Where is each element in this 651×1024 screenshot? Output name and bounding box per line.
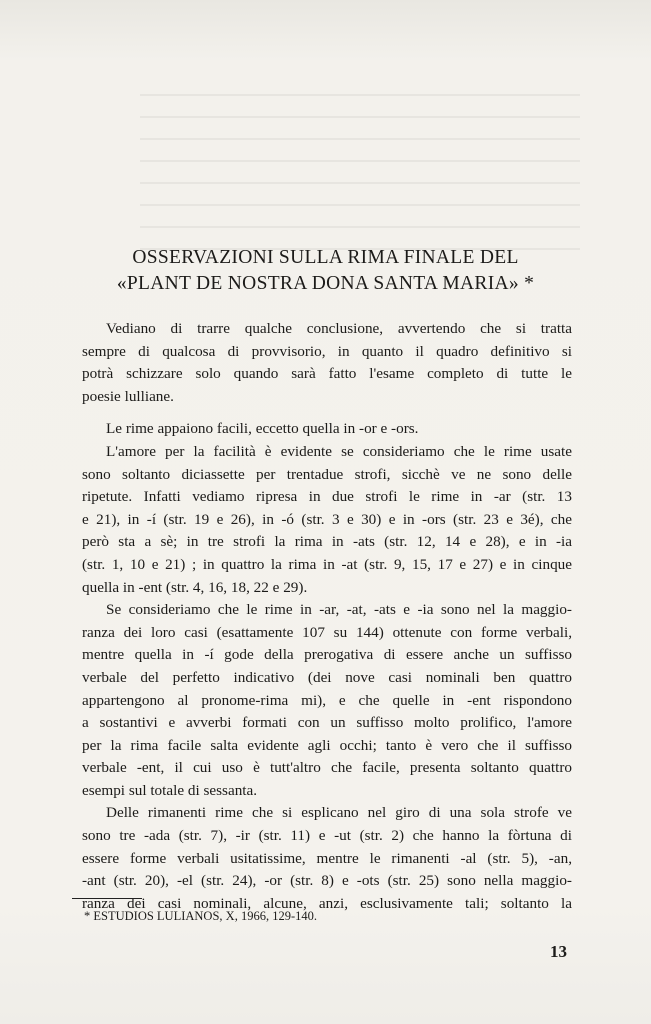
text-line: però sta a sè; in tre strofi la rima in -ats (str. 12, 14 e 28), e in -ia: [82, 533, 572, 551]
footnote: * ESTUDIOS LULIANOS, X, 1966, 129-140.: [84, 909, 317, 923]
text-line: -ant (str. 20), -el (str. 24), -or (str. 8) e -ots (str. 25) sono nella maggio-: [82, 872, 572, 890]
text-line: sono tre -ada (str. 7), -ir (str. 11) e -ut (str. 2) che hanno la fòrtuna di: [82, 827, 572, 845]
article-title: [0, 245, 651, 297]
text-line: verbale del perfetto indicativo (dei nove casi nominali ben quattro: [82, 668, 572, 686]
text-line: Vediano di trarre qualche conclusione, avvertendo che si tratta: [106, 320, 572, 337]
text-line: Se consideriamo che le rime in -ar, -at, -ats e -ia sono nel la maggio-: [106, 601, 572, 619]
article-body: [82, 318, 572, 915]
text-line: a sostantivi e avverbi formati con un suffisso molto prolifico, l'amore: [82, 714, 572, 732]
text-line: Delle rimanenti rime che si esplicano nel giro di una sola strofe ve: [106, 804, 572, 822]
title-line-2: «PLANT DE NOSTRA DONA SANTA MARIA» *: [116, 273, 535, 294]
text-line: per la rima facile salta evidente agli occhi; tanto è vero che il suffisso: [82, 736, 572, 754]
text-line: e 21), in -í (str. 19 e 26), in -ó (str. 3 e 30) e in -ors (str. 23 e 3é), che: [82, 510, 572, 528]
text-line: potrà schizzare solo quando sarà fatto l'esame completo di tutte le: [82, 365, 572, 383]
paragraph-4: [82, 599, 572, 802]
paragraph-1: [82, 318, 572, 408]
paragraph-3: [82, 441, 572, 599]
text-line: ripetute. Infatti vediamo ripresa in due strofi le rime in -ar (str. 13: [82, 488, 572, 506]
text-line: (str. 1, 10 e 21) ; in quattro la rima in -at (str. 9, 15, 17 e 27) e in cinque: [82, 555, 572, 573]
text-line: ranza dei loro casi (esattamente 107 su 144) ottenute con forme verbali,: [82, 623, 572, 641]
paragraph-5: [82, 802, 572, 915]
text-line: appartengono al pronome-rima mi), e che quelle in -ent rispondono: [82, 691, 572, 709]
footnote-rule: [72, 898, 142, 899]
text-line: esempi sul totale di sessanta.: [82, 781, 258, 799]
text-line: sono soltanto diciassette per trentadue strofi, sicchè ve ne sono delle: [82, 465, 572, 483]
paragraph-2: [82, 418, 572, 441]
bleed-through-shadow: [140, 80, 580, 250]
text-line: ranza dei casi nominali, alcune, anzi, esclusivamente tali; soltanto la: [82, 894, 572, 912]
text-line: quella in -ent (str. 4, 16, 18, 22 e 29).: [82, 578, 308, 596]
text-line: poesie lulliane.: [82, 387, 174, 405]
text-line: mentre quella in -í gode della prerogativa di essere anche un suffisso: [82, 646, 572, 664]
text-line: essere forme verbali usitatissime, mentre le rimanenti -al (str. 5), -an,: [82, 849, 572, 867]
text-line: verbale -ent, il cui uso è tutt'altro che facile, presenta soltanto quattro: [82, 759, 572, 777]
page-number: 13: [550, 942, 567, 961]
text-line: sempre di qualcosa di provvisorio, in quanto il quadro definitivo si: [82, 342, 572, 360]
text-line: L'amore per la facilità è evidente se consideriamo che le rime usate: [106, 442, 572, 460]
title-line-1: OSSERVAZIONI SULLA RIMA FINALE DEL: [132, 247, 519, 268]
text-line: Le rime appaiono facili, eccetto quella in -or e -ors.: [106, 420, 419, 438]
